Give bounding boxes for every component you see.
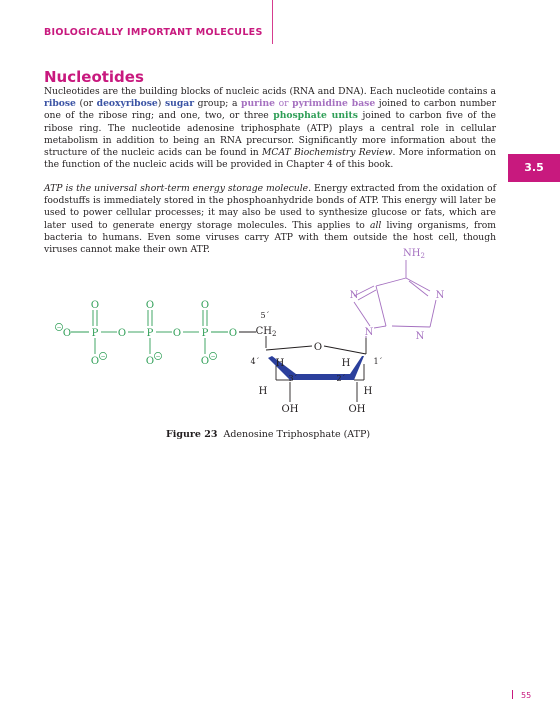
paragraph-nucleotides: [44, 86, 496, 171]
p1-text: group; a: [194, 98, 242, 110]
carbon-label-1: 1´: [373, 357, 383, 366]
atom-h: H: [258, 386, 268, 397]
page-number: [512, 690, 531, 700]
atom-o: O: [90, 300, 100, 311]
negative-charge: −: [210, 353, 216, 360]
amino-group: $NH_2$: [403, 248, 425, 260]
p1-text: . More information on the function of the nucleic acids will be provided in Chapter 4 of this book.: [44, 147, 496, 171]
emphasis-all: all: [370, 219, 382, 231]
p1-text: joined to carbon number one of the ribose ring; and one, two, or three: [44, 98, 496, 122]
atom-o: O: [145, 300, 155, 311]
atom-p: P: [146, 328, 154, 339]
p1-text: ): [157, 98, 165, 110]
carbon-label-4: 4´: [250, 357, 260, 366]
figure-caption: [166, 429, 370, 440]
negative-charge: −: [100, 353, 106, 360]
p1-text: Nucleotides are the building blocks of nucleic acids (RNA and DNA). Each nucleotide contains a: [44, 86, 496, 97]
atom-o: O: [200, 356, 210, 367]
atom-n: N: [364, 327, 374, 338]
header-rule: [272, 0, 273, 44]
section-title: Nucleotides: [44, 68, 144, 86]
atom-o: O: [200, 300, 210, 311]
atom-o-ring: O: [313, 342, 323, 353]
atom-p: P: [91, 328, 99, 339]
charge-markers: [55, 323, 216, 359]
running-head: BIOLOGICALLY IMPORTANT MOLECULES: [44, 27, 263, 38]
atom-o: O: [145, 356, 155, 367]
section-tab: 3.5: [508, 154, 560, 182]
book-title: MCAT Biochemistry Review: [262, 147, 393, 159]
key-statement: ATP is the universal short-term energy storage molecule.: [44, 183, 312, 194]
atom-h: H: [341, 358, 351, 369]
term-deoxyribose: deoxyribose: [96, 98, 158, 110]
negative-charge: −: [56, 324, 62, 331]
atom-oh: OH: [281, 404, 299, 415]
atom-oh: OH: [348, 404, 366, 415]
atom-h: H: [363, 386, 373, 397]
p1-text: joined to carbon five of the ribose ring. The nucleotide adenosine triphosphate (ATP) plays a central role in cellular metabolism in addition to being an RNA precursor. Significantly more information about the structure of the nucleic acids can be found in: [44, 110, 496, 159]
atom-h: H: [275, 358, 285, 369]
term-phosphate-units: phosphate units: [273, 110, 358, 122]
carbon-label-2: 2´: [336, 374, 346, 383]
atp-structure-figure: [44, 240, 464, 422]
term-or: or: [275, 98, 293, 110]
p2-text: living organisms, from bacteria to humans. Even some viruses carry ATP with them outside the host cell, though viruses cannot make their own ATP.: [44, 219, 496, 256]
atom-n: N: [435, 290, 445, 301]
figure-caption-text: Adenosine Triphosphate (ATP): [223, 429, 371, 440]
atom-o: O: [90, 356, 100, 367]
term-ribose: ribose: [44, 98, 76, 110]
page-number-text: 55: [521, 691, 532, 700]
atom-n: N: [349, 290, 359, 301]
term-purine: purine: [241, 98, 276, 110]
term-sugar: sugar: [164, 98, 195, 110]
atom-o: O: [172, 328, 182, 339]
atom-o: O: [228, 328, 238, 339]
atom-p: P: [201, 328, 209, 339]
atom-o: O: [62, 328, 72, 339]
atom-ch2: $CH_2$: [255, 326, 277, 338]
carbon-label-5: 5´: [260, 311, 270, 320]
p2-text: Energy extracted from the oxidation of foodstuffs is immediately stored in the phosphoanhydride bonds of ATP. This energy will later be used to power cellular processes; it may also be used to synthesize glucose or fats, which are later used to generate energy storage molecules. This applies to: [44, 183, 496, 231]
page-number-rule: [512, 690, 513, 699]
atom-o: O: [117, 328, 127, 339]
negative-charge: −: [155, 353, 161, 360]
term-pyrimidine-base: pyrimidine base: [292, 98, 376, 110]
carbon-label-3: 3´: [288, 374, 298, 383]
figure-label: Figure 23: [166, 429, 218, 440]
p1-text: (or: [75, 98, 97, 110]
atom-n: N: [415, 331, 425, 342]
